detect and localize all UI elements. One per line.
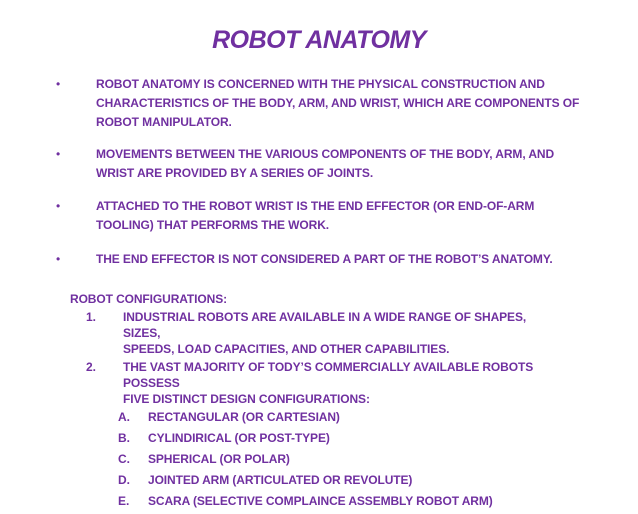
numbered-item-line: SPEEDS, LOAD CAPACITIES, AND OTHER CAPABILITIES. bbox=[123, 342, 450, 356]
configuration-types-list bbox=[70, 409, 610, 514]
type-label: RECTANGULAR (OR CARTESIAN) bbox=[148, 410, 340, 424]
robot-configurations bbox=[70, 291, 610, 514]
numbered-item-line: FIVE DISTINCT DESIGN CONFIGURATIONS: bbox=[123, 392, 370, 406]
type-letter: C. bbox=[118, 452, 130, 466]
configurations-heading: ROBOT CONFIGURATIONS: bbox=[70, 292, 227, 306]
bullet-line: ATTACHED TO THE ROBOT WRIST IS THE END EFFECTOR (OR END-OF-ARM bbox=[96, 199, 535, 213]
bullet-line: MOVEMENTS BETWEEN THE VARIOUS COMPONENTS OF THE BODY, ARM, AND bbox=[96, 147, 555, 161]
configuration-type bbox=[70, 472, 610, 493]
numbered-item-line: INDUSTRIAL ROBOTS ARE AVAILABLE IN A WIDE RANGE OF SHAPES, SIZES, bbox=[123, 310, 527, 340]
slide-title: ROBOT ANATOMY bbox=[212, 26, 426, 54]
configuration-type bbox=[70, 430, 610, 451]
configuration-type bbox=[70, 493, 610, 514]
configuration-type bbox=[70, 451, 610, 472]
type-letter: A. bbox=[118, 410, 130, 424]
numbered-item-text bbox=[123, 359, 563, 407]
item-number: 2. bbox=[86, 360, 97, 374]
bullet-marker: • bbox=[56, 77, 61, 91]
bullet-line: ROBOT MANIPULATOR. bbox=[96, 115, 232, 129]
type-label: JOINTED ARM (ARTICULATED OR REVOLUTE) bbox=[148, 473, 413, 487]
numbered-item bbox=[70, 359, 610, 407]
bullet-marker: • bbox=[56, 147, 61, 161]
numbered-item bbox=[70, 309, 610, 357]
bullet-line: ROBOT ANATOMY IS CONCERNED WITH THE PHYSICAL CONSTRUCTION AND bbox=[96, 77, 545, 91]
bullet-line: THE END EFFECTOR IS NOT CONSIDERED A PART OF THE ROBOT’S ANATOMY. bbox=[96, 252, 553, 266]
numbered-item-text bbox=[123, 309, 563, 357]
bullet-text bbox=[96, 197, 596, 235]
item-number: 1. bbox=[86, 310, 97, 324]
bullet-text bbox=[96, 75, 596, 132]
type-label: SPHERICAL (OR POLAR) bbox=[148, 452, 290, 466]
bullet-line: CHARACTERISTICS OF THE BODY, ARM, AND WRIST, WHICH ARE COMPONENTS OF bbox=[96, 96, 580, 110]
bullet-text bbox=[96, 145, 596, 183]
bullet-text bbox=[96, 250, 596, 269]
type-letter: D. bbox=[118, 473, 130, 487]
bullet-marker: • bbox=[56, 252, 61, 266]
type-letter: B. bbox=[118, 431, 130, 445]
type-label: SCARA (SELECTIVE COMPLAINCE ASSEMBLY ROBOT ARM) bbox=[148, 494, 493, 508]
type-label: CYLINDIRICAL (OR POST-TYPE) bbox=[148, 431, 330, 445]
numbered-item-line: THE VAST MAJORITY OF TODY’S COMMERCIALLY AVAILABLE ROBOTS POSSESS bbox=[123, 360, 534, 390]
bullet-line: WRIST ARE PROVIDED BY A SERIES OF JOINTS. bbox=[96, 166, 374, 180]
type-letter: E. bbox=[118, 494, 130, 508]
bullet-marker: • bbox=[56, 199, 61, 213]
configuration-type bbox=[70, 409, 610, 430]
bullet-line: TOOLING) THAT PERFORMS THE WORK. bbox=[96, 218, 330, 232]
